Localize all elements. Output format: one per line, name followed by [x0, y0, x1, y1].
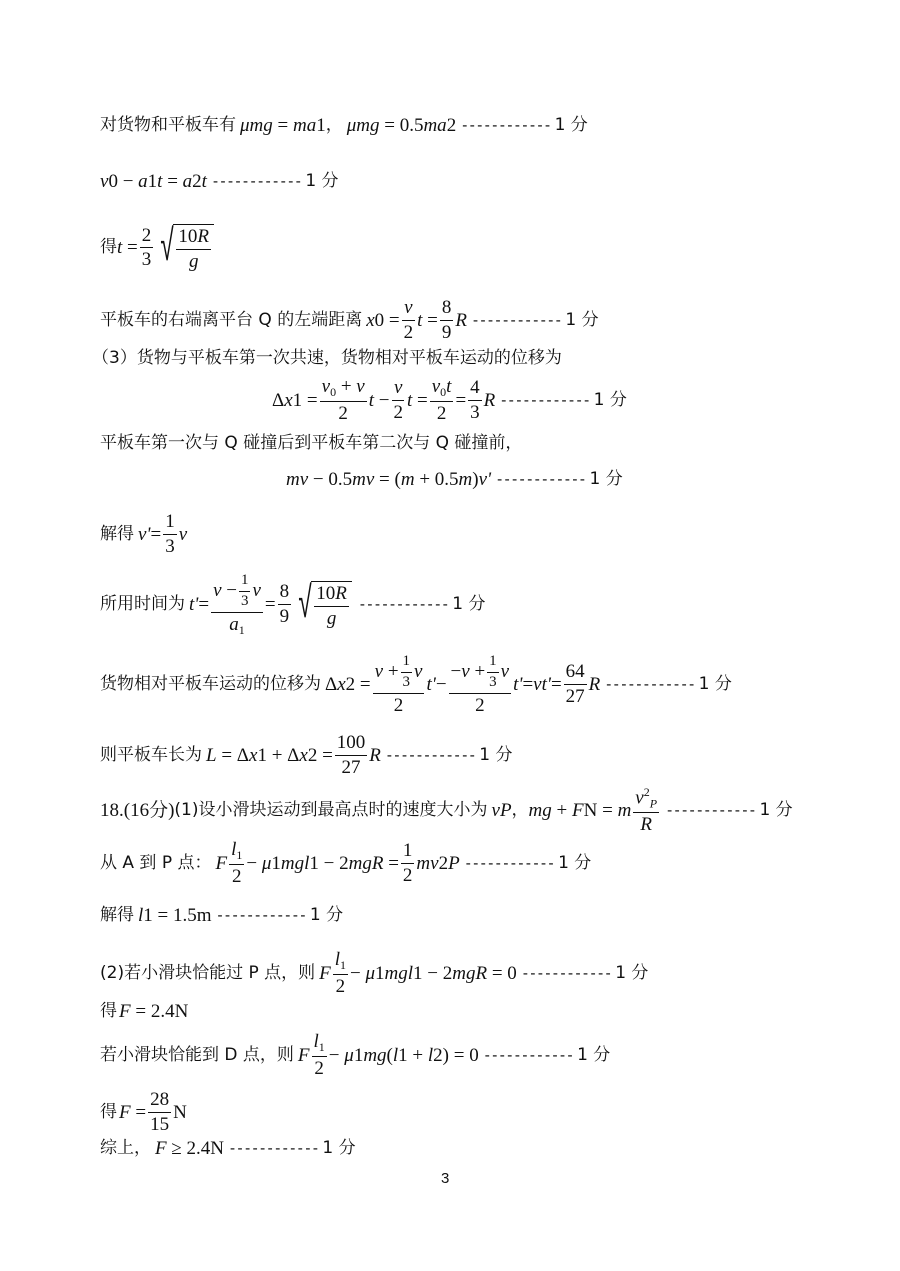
- line-13: 18. (16分) (1)设小滑块运动到最高点时的速度大小为 v P ， mg + F N = m $\frac{v^2_P}{R}$ ------------ 1 分: [100, 785, 793, 835]
- line-2: v 0 − a 1 t = a 2 t ------------ 1 分: [100, 171, 339, 192]
- line-9: 解得 v' = $\frac{1}{3}$ v: [100, 511, 188, 557]
- line-10: 所用时间为 t' = v − $\frac{1}{3}$ v $a_1$ = $\frac{8}{9}$ √ $\frac{10R}{g}$ ------------ 1 分: [100, 572, 486, 637]
- score: 1 分: [558, 852, 592, 873]
- dashes: ------------: [228, 1139, 319, 1157]
- text: 得: [100, 237, 117, 258]
- score: 1 分: [554, 115, 588, 135]
- score: 1 分: [577, 1044, 611, 1065]
- dashes: ------------: [384, 745, 476, 764]
- text: 得: [100, 1101, 117, 1122]
- text: (1)设小滑块运动到最高点时的速度大小为: [174, 799, 488, 820]
- text: 解得: [100, 523, 134, 544]
- dashes: ------------: [463, 853, 555, 872]
- score: 1 分: [305, 171, 339, 191]
- text: 解得: [100, 905, 134, 925]
- score: 1 分: [565, 309, 599, 330]
- dashes: ------------: [210, 172, 302, 190]
- dashes: ------------: [665, 800, 756, 819]
- line-7: [100, 435, 522, 452]
- text: 则平板车长为: [100, 744, 202, 765]
- line-18: 若小滑块恰能到 D 点，则 F $\frac{l_1}{2}$ − μ 1 mg ( l 1 + l 2 ) = 0 ------------ 1 分: [100, 1031, 611, 1079]
- question-number: 18.: [100, 799, 124, 821]
- line-12: 则平板车长为 L = Δ x 1 + Δ x 2 = $\frac{100}{27}$ R ------------ 1 分: [100, 732, 513, 778]
- dashes: ------------: [470, 310, 562, 329]
- text: 所用时间为: [100, 594, 185, 615]
- text: 平板车第一次与 Q 碰撞后到平板车第二次与 Q 碰撞前，: [100, 433, 523, 453]
- line-8: mv − 0.5 mv = ( m + 0.5 m ) v' ------------ 1 分: [286, 469, 623, 490]
- score: 1 分: [452, 594, 486, 615]
- line-5: [92, 350, 562, 367]
- dashes: ------------: [499, 390, 590, 409]
- score: 1 分: [479, 744, 513, 765]
- score: 1 分: [589, 469, 623, 489]
- dashes: ------------: [357, 595, 449, 614]
- line-17: 得 F = 2.4N: [100, 1001, 189, 1022]
- dashes: ------------: [495, 470, 586, 488]
- line-20: 综上， F ≥ 2.4N ------------ 1 分: [100, 1138, 356, 1159]
- dashes: ------------: [482, 1045, 574, 1064]
- line-6: Δ x 1 = $\frac{v_0 + v}{2}$ t − $\frac{v}{2}$ t = $\frac{v_0t}{2}$ = $\frac{4}{3}$ R ------------ 1 分: [272, 376, 627, 424]
- text: (2)若小滑块恰能过 P 点，则: [100, 962, 316, 983]
- score: 1 分: [615, 962, 649, 983]
- dashes: ------------: [460, 116, 551, 134]
- points: (16分): [123, 799, 175, 821]
- score: 1 分: [322, 1138, 356, 1158]
- score: 1 分: [593, 389, 627, 410]
- line-14: 从 A 到 P 点： F $\frac{l_1}{2}$ − μ 1 mgl 1 − 2 mgR = $\frac{1}{2}$ mv 2 P ------------ 1 分: [100, 839, 592, 887]
- score: 1 分: [309, 905, 344, 925]
- dashes: ------------: [520, 963, 612, 982]
- dashes: ------------: [604, 675, 695, 694]
- line-19: 得 F = $\frac{28}{15}$ N: [100, 1089, 187, 1135]
- dashes: ------------: [215, 906, 306, 924]
- score: 1 分: [759, 799, 793, 820]
- text: 若小滑块恰能到 D 点，则: [100, 1044, 294, 1065]
- text: （3）货物与平板车第一次共速，货物相对平板车运动的位移为: [92, 348, 562, 368]
- text: 得: [100, 1001, 117, 1021]
- text: 综上，: [100, 1138, 151, 1158]
- line-16: (2)若小滑块恰能过 P 点，则 F $\frac{l_1}{2}$ − μ 1 mgl 1 − 2 mgR = 0 ------------ 1 分: [100, 949, 649, 997]
- page-number: 3: [441, 1170, 450, 1187]
- line-3: 得 t = $\frac{2}{3}$ √ $\frac{10R}{g}$: [100, 224, 216, 272]
- text: 货物相对平板车运动的位移为: [100, 674, 321, 695]
- text: 对货物和平板车有: [100, 115, 236, 135]
- line-11: 货物相对平板车运动的位移为 Δ x 2 = v + $\frac{1}{3}$ v 2 t' − − v + $\frac{1}{3}$ v 2 t' = vt' = $\frac{64}{27}$ R ------------ 1 分: [100, 653, 732, 716]
- text: 从 A 到 P 点：: [100, 852, 212, 873]
- score: 1 分: [698, 674, 732, 695]
- line-15: 解得 l 1 = 1.5m ------------ 1 分: [100, 905, 344, 926]
- text: 平板车的右端离平台 Q 的左端距离: [100, 309, 363, 330]
- line-4: 平板车的右端离平台 Q 的左端距离 x 0 = $\frac{v}{2}$ t = $\frac{8}{9}$ R ------------ 1 分: [100, 297, 599, 343]
- line-1: 对货物和平板车有 μmg = ma 1 ， μmg = 0.5 ma 2 ------------ 1 分: [100, 115, 588, 136]
